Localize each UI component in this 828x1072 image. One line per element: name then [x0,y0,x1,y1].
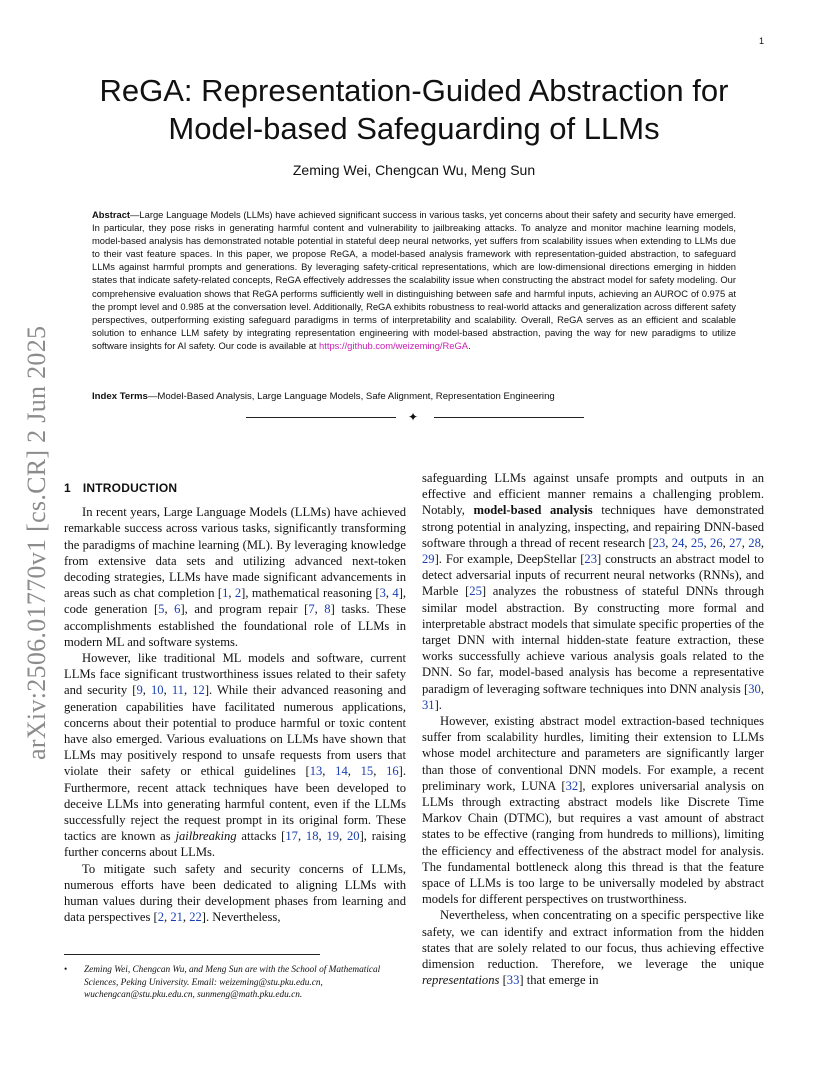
divider-line-right [434,417,584,418]
index-terms-label: Index Terms [92,391,148,402]
abstract-body: —Large Language Models (LLMs) have achieved significant success in various tasks, yet concerns about their safety and security have emerged. In particular, they pose risks in generating harmful content and vulnerability to jailbreaking attacks. To analyze and monitor machine learning models, model-based analysis has demonstrated notable potential in stateful deep neural networks, yet suffers from scalability issues when extending to LLMs due to their vast feature spaces. In this paper, we propose ReGA, a model-based analysis framework with representation-guided abstraction, to safeguard LLMs against harmful prompts and generations. By leveraging safety-critical representations, which are low-dimensional directions emerging in hidden states that indicate safety-related concepts, ReGA effectively addresses the scalability issue when constructing the abstract model for safety modeling. Our comprehensive evaluation shows that ReGA performs sufficiently well in distinguishing between safe and harmful inputs, achieving an AUROC of 0.975 at the prompt level and 0.985 at the conversation level. Additionally, ReGA exhibits robustness to real-world attacks and generalization across different safety perspectives, outperforming existing safeguard paradigms in terms of interpretability and scalability. Overall, ReGA serves as an efficient and scalable solution to enhance LLM safety by integrating representation engineering with model-based abstraction, paving the way for new paradigms to utilize software insights for AI safety. Our code is available at [92,209,736,351]
paragraph: In recent years, Large Language Models (LLMs) have achieved remarkable success across various tasks, significantly transforming the paradigms of machine learning (ML). By leveraging knowledge from extensive data sets and utilizing advanced next-token decoding strategies, LLMs have made significant advancements in areas such as chat completion [1, 2], mathematical reasoning [3, 4], code generation [5, 6], and program repair [7, 8] tasks. These accomplishments established the foundational role of LLMs in modern ML and software systems. [64,505,407,649]
footnote-rule [64,954,320,955]
left-column [64,480,406,925]
paragraph: To mitigate such safety and security concerns of LLMs, numerous efforts have been dedicated to aligning LLMs with human values during their development phases from learning and data perspectives [2, 21, 22]. Nevertheless, [64,861,406,925]
index-terms-body: —Model-Based Analysis, Large Language Models, Safe Alignment, Representation Engineering [147,391,555,402]
arxiv-stamp: arXiv:2506.01770v1 [cs.CR] 2 Jun 2025 [22,325,51,760]
footnote [64,964,406,1002]
right-column [422,470,764,989]
abstract [92,208,736,352]
divider-line-left [246,417,396,418]
diamond-icon: ✦ [408,410,419,424]
footnote-text: Zeming Wei, Chengcan Wu, and Meng Sun are with the School of Mathematical Sciences, Peking University. Email: weizeming@stu.pku.edu.cn, wuchengcan@stu.pku.edu.cn, sunmeng@math.pku.edu.cn. [84,965,381,1000]
section-divider [246,410,584,424]
paper-title: ReGA: Representation-Guided Abstraction for Model-based Safeguarding of LLMs [99,73,729,146]
author-list: Zeming Wei, Chengcan Wu, Meng Sun [292,162,536,178]
paragraph: safeguarding LLMs against unsafe prompts and outputs in an effective and efficient manner remains a challenging problem. Notably, model-based analysis techniques have demonstrated strong potential in analyzing, inspecting, and repairing DNN-based software through a thread of recent research [23, 24, 25, 26, 27, 28, 29]. For example, DeepStellar [23] constructs an abstract model to detect adversarial inputs of recurrent neural networks (RNNs), and Marble [25] analyzes the robustness of stateful DNNs through similar model abstraction. By constructing more formal and interpretable abstract models that simulate specific properties of the target DNN with internal hidden-state feature extraction, these works successfully achieve various analysis goals related to the DNN. So far, model-based analysis has become a representative paradigm of leveraging software techniques into DNN analysis [30, 31]. [422,471,765,712]
section-heading [64,480,406,496]
bullet-icon: • [64,965,68,975]
section-title: INTRODUCTION [82,481,178,495]
paragraph: However, like traditional ML models and software, current LLMs face significant trustworthiness issues related to their safety and security [9, 10, 11, 12]. While their advanced reasoning and generation capabilities have facilitated numerous applications, concerns about their potential to produce harmful or toxic content have also emerged. Various evaluations on LLMs have shown that LLMs may positively respond to unsafe requests from users that violate their safety or ethical guidelines [13, 14, 15, 16]. Furthermore, recent attack techniques have been developed to deceive LLMs into generating harmful content, even if the LLMs successfully reject the request prompt in its original form. These tactics are known as jailbreaking attacks [17, 18, 19, 20], raising further concerns about LLMs. [64,651,406,860]
code-link[interactable]: https://github.com/weizeming/ReGA [319,339,469,351]
abstract-end: . [468,339,471,351]
section-number: 1 [64,481,71,495]
abstract-label: Abstract [92,209,131,220]
paragraph: However, existing abstract model extraction-based techniques suffer from scalability hurdles, limiting their extension to LLMs whose model architecture and parameters are significantly larger than those of conventional DNN models. For example, a recent preliminary work, LUNA [32], explores universarial analysis on LLMs through extracting abstract models like Discrete Time Markov Chain (DTMC), but requires a vast amount of abstract states to be effective (ranging from hundreds to millions), limiting the efficiency and effectiveness of the abstract model for analysis. The fundamental bottleneck along this thread is that the feature space of LLMs is too large to be universally modeled by abstract models for different perspectives on trustworthiness. [422,714,764,907]
page-number: 1 [758,36,764,46]
index-terms [92,390,736,403]
paragraph: Nevertheless, when concentrating on a specific perspective like safety, we can identify and extract information from the hidden states that are solely related to our focus, thus achieving effective dimension reduction. Therefore, we leverage the unique representations [33] that emerge in [422,908,764,988]
